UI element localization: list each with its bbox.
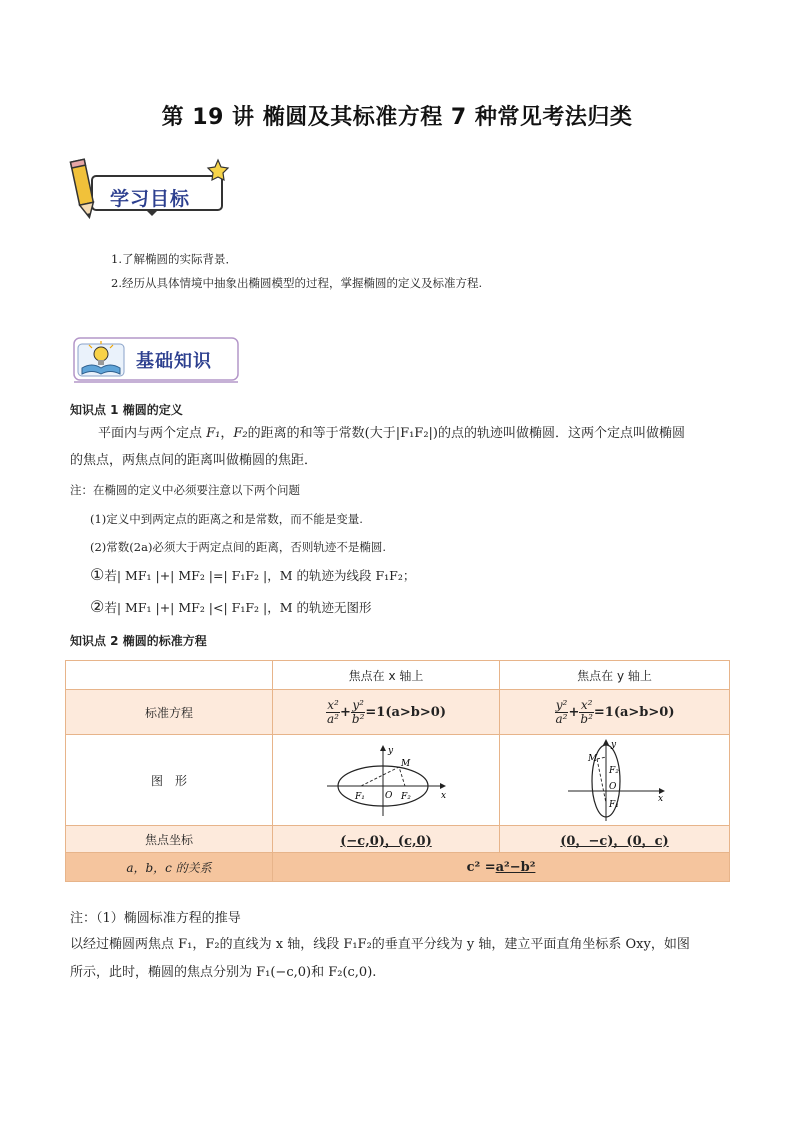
relation-cell: c² =a²−b² [273,853,730,882]
equation-y: $\frac{\text{y²}}{\text{a²}}$ + $\frac{\text{x²}}{\text{b²}}$ =1(a>b>0) [500,690,730,735]
basic-badge-label: 基础知识 [136,351,212,372]
kp2-title: 知识点 2 椭圆的标准方程 [70,634,207,648]
row-label: a，b，c 的关系 [66,853,273,882]
table-row [66,826,730,853]
table-row [66,735,730,826]
derivation-note-title: 注：（1）椭圆标准方程的推导 [70,911,241,926]
goals-badge [68,156,238,230]
svg-text:F₂: F₂ [608,766,619,776]
ellipse-x-diagram [321,740,451,820]
focus-x: (−c,0)，(c,0) [273,826,500,853]
svg-text:x: x [657,794,663,804]
row-label: 标准方程 [66,690,273,735]
derivation-note-line1: 以经过椭圆两焦点 F₁，F₂的直线为 x 轴，线段 F₁F₂的垂直平分线为 y 轴，建立平面直角坐标系 Oxy，如图 [70,937,690,952]
kp1-case-1: ①若| MF₁ |+| MF₂ |=| F₁F₂ |，M 的轨迹为线段 F₁F₂； [90,565,416,584]
table-header-cell: 焦点在 x 轴上 [273,661,500,690]
kp1-case-2: ②若| MF₁ |+| MF₂ |<| F₁F₂ |，M 的轨迹无图形 [90,597,372,616]
table-header-row [66,661,730,690]
derivation-note-line2: 所示，此时，椭圆的焦点分别为 F₁(−c,0)和 F₂(c,0). [70,965,377,980]
goal-item: 1.了解椭圆的实际背景． [111,252,237,266]
table-header-cell [66,661,273,690]
focus-y: (0，−c)，(0，c) [500,826,730,853]
kp1-paragraph-line2: 的焦点，两焦点间的距离叫做椭圆的焦距． [70,453,318,468]
basic-badge [72,334,242,386]
svg-text:O: O [385,791,393,801]
svg-text:F₁: F₁ [355,792,365,802]
goal-item: 2.经历从具体情境中抽象出椭圆模型的过程，掌握椭圆的定义及标准方程. [111,276,483,290]
ellipse-figure-y [500,735,730,826]
kp1-note-2: (2)常数(2a)必须大于两定点间的距离，否则轨迹不是椭圆. [90,540,387,554]
standard-equation-table [65,660,730,882]
svg-text:F₁: F₁ [608,800,619,810]
ellipse-figure-x [273,735,500,826]
svg-text:y: y [388,746,394,756]
svg-text:M: M [587,754,597,764]
table-header-cell: 焦点在 y 轴上 [500,661,730,690]
svg-text:y: y [610,740,616,750]
row-label: 图 形 [66,735,273,826]
kp1-note-title: 注：在椭圆的定义中必须要注意以下两个问题 [70,483,300,497]
ellipse-y-diagram [560,737,670,823]
equation-x: $\frac{\text{x²}}{\text{a²}}$ + $\frac{\text{y²}}{\text{b²}}$ =1(a>b>0) [273,690,500,735]
kp1-paragraph-line1: 平面内与两个定点 F₁，F₂的距离的和等于常数(大于|F₁F₂|)的点的轨迹叫做椭圆．这两个定点叫做椭圆 [98,426,685,441]
page-title: 第 19 讲 椭圆及其标准方程 7 种常见考法归类 [161,105,633,130]
kp1-title: 知识点 1 椭圆的定义 [70,403,183,417]
svg-text:F₂: F₂ [401,792,411,802]
goals-badge-label: 学习目标 [110,188,191,210]
table-row [66,853,730,882]
kp1-note-1: (1)定义中到两定点的距离之和是常数，而不能是变量. [90,512,363,526]
row-label: 焦点坐标 [66,826,273,853]
table-row [66,690,730,735]
svg-text:M: M [401,759,411,769]
svg-text:x: x [441,791,447,801]
svg-text:O: O [608,782,616,792]
